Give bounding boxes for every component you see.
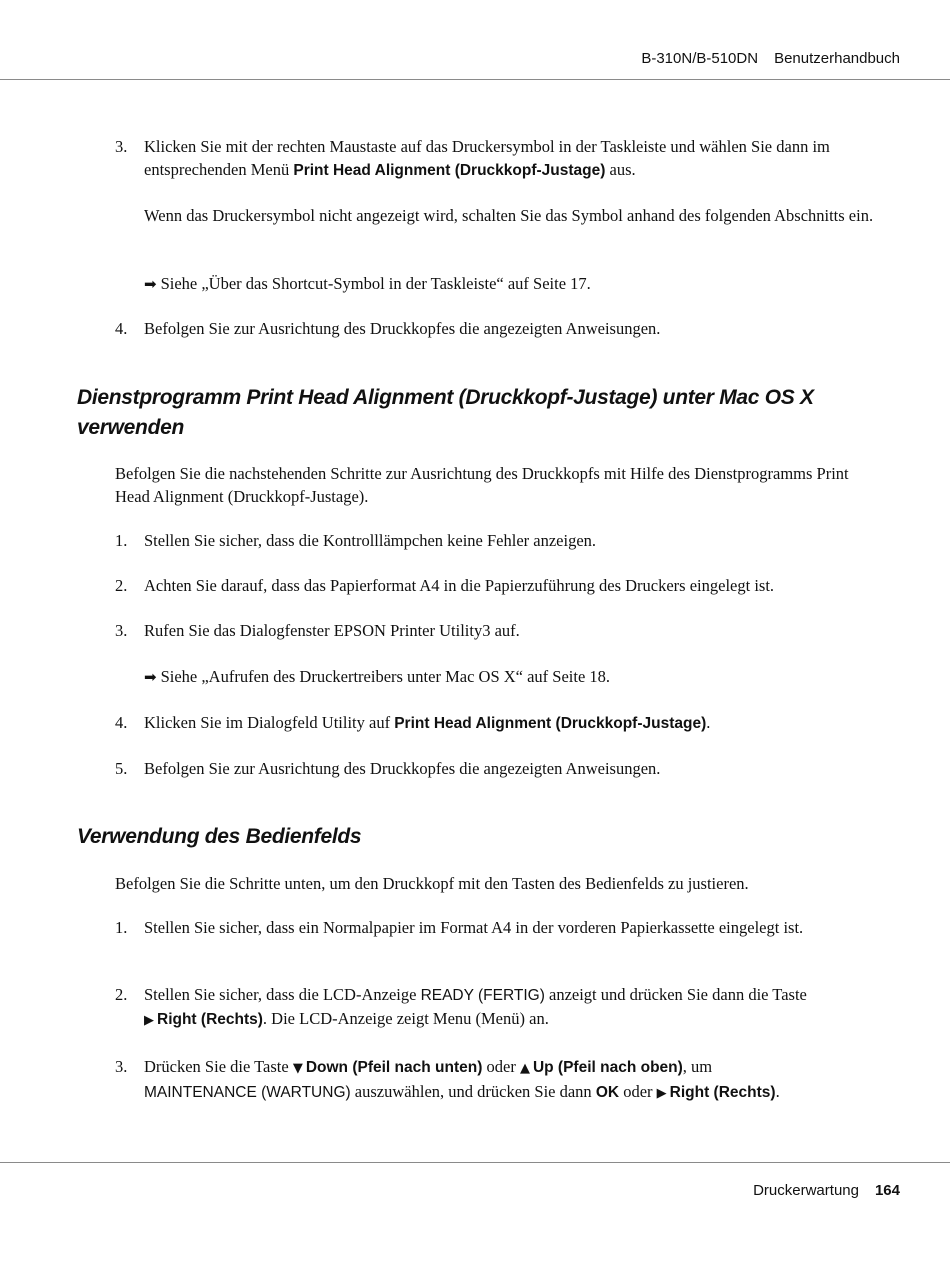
ui-term: Print Head Alignment (Druckkopf-Justage) (394, 715, 707, 732)
button-name: OK (595, 1084, 620, 1101)
step-number: 4. (115, 319, 128, 338)
step-text: Rufen Sie das Dialogfenster EPSON Printer Utility3 auf. (144, 621, 520, 640)
step-text: Befolgen Sie zur Ausrichtung des Druckkopfes die angezeigten Anweisungen. (144, 759, 661, 778)
triangle-down-icon: ▼ (292, 1061, 303, 1076)
header-model: B-310N/B-510DN (641, 50, 759, 67)
arrow-right-icon: ➡ (144, 668, 157, 686)
button-name: Right (Rechts) (157, 1011, 263, 1028)
button-name: Up (Pfeil nach oben) (532, 1059, 683, 1076)
step-number: 3. (115, 1057, 128, 1076)
section-heading: Verwendung des Bedienfelds (77, 825, 362, 848)
step-number: 1. (115, 918, 128, 937)
step-number: 2. (115, 576, 128, 595)
header-divider (0, 79, 950, 80)
step-text: Stellen Sie sicher, dass die LCD-Anzeige READY (FERTIG) anzeigt und drücken Sie dann die Taste ▶ Right (Rechts). Die LCD-Anzeige zeigt Menu (Menü) an. (144, 985, 807, 1028)
step-number: 1. (115, 531, 128, 550)
header-document-title: Benutzerhandbuch (774, 50, 900, 67)
step-text: Achten Sie darauf, dass das Papierformat A4 in die Papierzuführung des Druckers eingelegt ist. (144, 576, 775, 595)
step-number: 3. (115, 137, 128, 156)
cross-reference-link[interactable]: Siehe „Über das Shortcut-Symbol in der Taskleiste“ auf Seite 17. (160, 274, 591, 293)
cross-reference (144, 272, 884, 296)
ui-term: Print Head Alignment (Druckkopf-Justage) (293, 162, 606, 179)
page-number: 164 (874, 1182, 900, 1199)
button-name: Right (Rechts) (669, 1084, 776, 1101)
triangle-right-icon: ▶ (656, 1086, 667, 1101)
page-footer (753, 1182, 900, 1199)
footer-section: Druckerwartung (753, 1182, 859, 1199)
note-paragraph: Wenn das Druckersymbol nicht angezeigt wird, schalten Sie das Symbol anhand des folgenden Abschnitts ein. (144, 206, 874, 225)
step-number: 5. (115, 759, 128, 778)
step-text: Stellen Sie sicher, dass ein Normalpapier im Format A4 in der vorderen Papierkassette eingelegt ist. (144, 918, 804, 937)
step-number: 4. (115, 713, 128, 732)
footer-divider (0, 1162, 950, 1163)
arrow-right-icon: ➡ (144, 275, 157, 293)
triangle-right-icon: ▶ (144, 1013, 154, 1028)
page-header (641, 50, 900, 67)
lcd-text: MAINTENANCE (WARTUNG) (144, 1084, 351, 1101)
step-text: Klicken Sie mit der rechten Maustaste auf das Druckersymbol in der Taskleiste und wählen Sie dann im entsprechenden Menü Print Head Alignment (Druckkopf-Justage) aus. (144, 137, 830, 179)
step-text: Klicken Sie im Dialogfeld Utility auf Print Head Alignment (Druckkopf-Justage). (144, 713, 711, 732)
step-text: Stellen Sie sicher, dass die Kontrolllämpchen keine Fehler anzeigen. (144, 531, 597, 550)
step-text: Befolgen Sie zur Ausrichtung des Druckkopfes die angezeigten Anweisungen. (144, 319, 661, 338)
step-number: 2. (115, 985, 128, 1004)
cross-reference (144, 665, 884, 689)
button-name: Down (Pfeil nach unten) (305, 1059, 483, 1076)
intro-paragraph: Befolgen Sie die Schritte unten, um den Druckkopf mit den Tasten des Bedienfelds zu justieren. (115, 874, 749, 893)
intro-paragraph: Befolgen Sie die nachstehenden Schritte zur Ausrichtung des Druckkopfs mit Hilfe des Dienstprogramms Print Head Alignment (Druckkopf-Justage). (115, 464, 849, 506)
step-text: Drücken Sie die Taste ▼ Down (Pfeil nach unten) oder ▲ Up (Pfeil nach oben), um MAINTENANCE (WARTUNG) auszuwählen, und drücken Sie dann OK oder ▶ Right (Rechts). (144, 1057, 780, 1101)
triangle-up-icon: ▲ (519, 1061, 530, 1076)
section-heading: Dienstprogramm Print Head Alignment (Druckkopf-Justage) unter Mac OS X verwenden (77, 386, 814, 439)
cross-reference-link[interactable]: Siehe „Aufrufen des Druckertreibers unter Mac OS X“ auf Seite 18. (160, 667, 611, 686)
lcd-text: READY (FERTIG) (420, 987, 545, 1004)
step-number: 3. (115, 621, 128, 640)
